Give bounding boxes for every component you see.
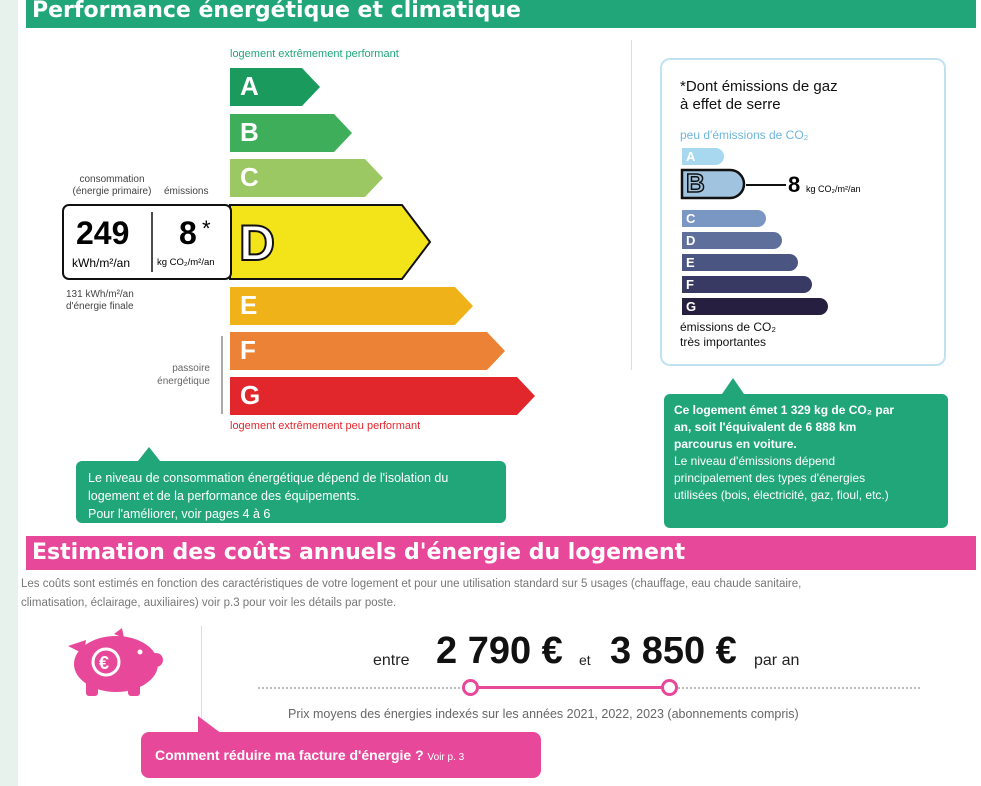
ges-bar-f <box>682 276 812 293</box>
ges-high-label <box>680 320 776 350</box>
passoire-line1: passoire <box>172 363 210 374</box>
ges-title-line2: à effet de serre <box>680 96 781 113</box>
range-min-marker <box>462 679 479 696</box>
consumption-value: 249 <box>76 215 130 251</box>
callout-consumption <box>76 461 506 523</box>
dpe-bar-b <box>230 114 352 152</box>
section-title-performance: Performance énergétique et climatique <box>26 0 976 28</box>
dpe-letter-g: G <box>240 380 261 410</box>
consumption-unit: kWh/m²/an <box>72 256 131 270</box>
callout-right-bold2: an, soit l'équivalent de 6 888 km <box>674 420 857 434</box>
ges-letter-g: G <box>686 299 697 314</box>
ges-unit: kg CO₂/m²/an <box>806 184 861 194</box>
costs-max: 3 850 € <box>610 630 737 672</box>
ges-letter-a: A <box>686 149 696 164</box>
svg-text:€: € <box>99 653 110 673</box>
consumption-label <box>66 174 158 198</box>
dpe-bar-a <box>230 68 320 106</box>
dpe-bar-e <box>230 287 473 325</box>
ges-high-line2: très importantes <box>680 335 767 349</box>
column-divider <box>631 40 632 370</box>
callout-right-line4: Le niveau d'émissions dépend <box>674 454 836 468</box>
final-energy-label: d'énergie finale <box>66 301 134 312</box>
ges-pointer-line <box>746 184 786 186</box>
reduce-bill-label: Comment réduire ma facture d'énergie ? <box>155 747 424 763</box>
consumption-label-line1: consommation <box>79 174 145 185</box>
callout-left-line2: logement et de la performance des équipements. <box>88 489 360 503</box>
ges-title-line1: *Dont émissions de gaz <box>680 78 838 95</box>
final-energy <box>66 289 134 313</box>
ges-high-line1: émissions de CO₂ <box>680 320 777 334</box>
consumption-label-line2: (énergie primaire) <box>72 186 152 197</box>
ges-bar-g <box>682 298 828 315</box>
callout-left-pointer <box>138 447 160 461</box>
costs-description-line2: climatisation, éclairage, auxiliaires) voir p.3 pour voir les détails par poste. <box>21 597 397 609</box>
costs-description <box>21 575 976 613</box>
passoire-line2: énergétique <box>157 376 210 387</box>
ges-letter-d: D <box>686 233 696 248</box>
ges-letter-f: F <box>686 277 694 292</box>
final-energy-value: 131 kWh/m²/an <box>66 289 134 300</box>
piggy-bank-icon <box>56 628 166 698</box>
callout-right-pointer <box>722 378 744 394</box>
ges-bar-d <box>682 232 782 249</box>
callout-left-line1: Le niveau de consommation énergétique dépend de l'isolation du <box>88 471 449 485</box>
dpe-letter-e: E <box>240 290 258 320</box>
dpe-bar-g <box>230 377 535 415</box>
ges-bar-a <box>682 148 724 165</box>
ges-low-label: peu d'émissions de CO₂ <box>680 128 809 142</box>
dpe-letter-c: C <box>240 162 259 192</box>
emissions-star: * <box>202 216 211 241</box>
reduce-bill-link[interactable] <box>141 732 541 778</box>
callout-left-line3: Pour l'améliorer, voir pages 4 à 6 <box>88 507 271 521</box>
ges-value: 8 <box>788 172 801 197</box>
costs-description-line1: Les coûts sont estimés en fonction des caractéristiques de votre logement et pour une utilisation standard sur 5 usages (chauffage, eau chaude sanitaire, <box>21 578 802 590</box>
emissions-unit: kg CO₂/m²/an <box>157 257 215 268</box>
scale-top-label: logement extrêmement performant <box>230 48 399 60</box>
page <box>18 0 981 786</box>
callout-emissions <box>664 394 948 528</box>
costs-et: et <box>579 652 591 668</box>
passoire-label <box>138 362 210 388</box>
ges-title <box>680 78 838 114</box>
dpe-letter-f: F <box>240 335 256 365</box>
callout-right-bold3: parcourus en voiture. <box>674 437 797 451</box>
range-track-highlight <box>470 686 670 689</box>
ges-bar-e <box>682 254 798 271</box>
range-track-left <box>258 687 468 689</box>
range-track-right <box>678 687 920 689</box>
costs-min: 2 790 € <box>436 630 563 672</box>
current-letter: D <box>239 215 276 271</box>
emissions-value: 8 <box>179 215 197 251</box>
callout-right-line5: principalement des types d'énergies <box>674 471 866 485</box>
callout-right-bold1: Ce logement émet 1 329 kg de CO₂ par <box>674 403 895 417</box>
passoire-divider <box>221 336 223 414</box>
dpe-bar-f <box>230 332 505 370</box>
ges-bar-c <box>682 210 766 227</box>
dpe-letter-b: B <box>240 117 259 147</box>
range-max-marker <box>661 679 678 696</box>
costs-par-an: par an <box>754 652 800 669</box>
ges-current-letter: B <box>686 168 705 198</box>
ges-panel <box>660 58 946 366</box>
ges-letter-e: E <box>686 255 695 270</box>
section-title-costs: Estimation des coûts annuels d'énergie du logement <box>26 536 976 570</box>
reduce-bill-ref: Voir p. 3 <box>427 752 465 763</box>
callout-right-line6: utilisées (bois, électricité, gaz, fioul, etc.) <box>674 488 889 502</box>
scale-bottom-label: logement extrêmement peu performant <box>230 420 421 432</box>
dpe-bar-c <box>230 159 383 197</box>
ges-letter-c: C <box>686 211 696 226</box>
emissions-label: émissions <box>164 186 209 197</box>
dpe-letter-a: A <box>240 71 259 101</box>
costs-entre: entre <box>373 652 410 669</box>
costs-note: Prix moyens des énergies indexés sur les années 2021, 2022, 2023 (abonnements compris) <box>288 707 799 721</box>
